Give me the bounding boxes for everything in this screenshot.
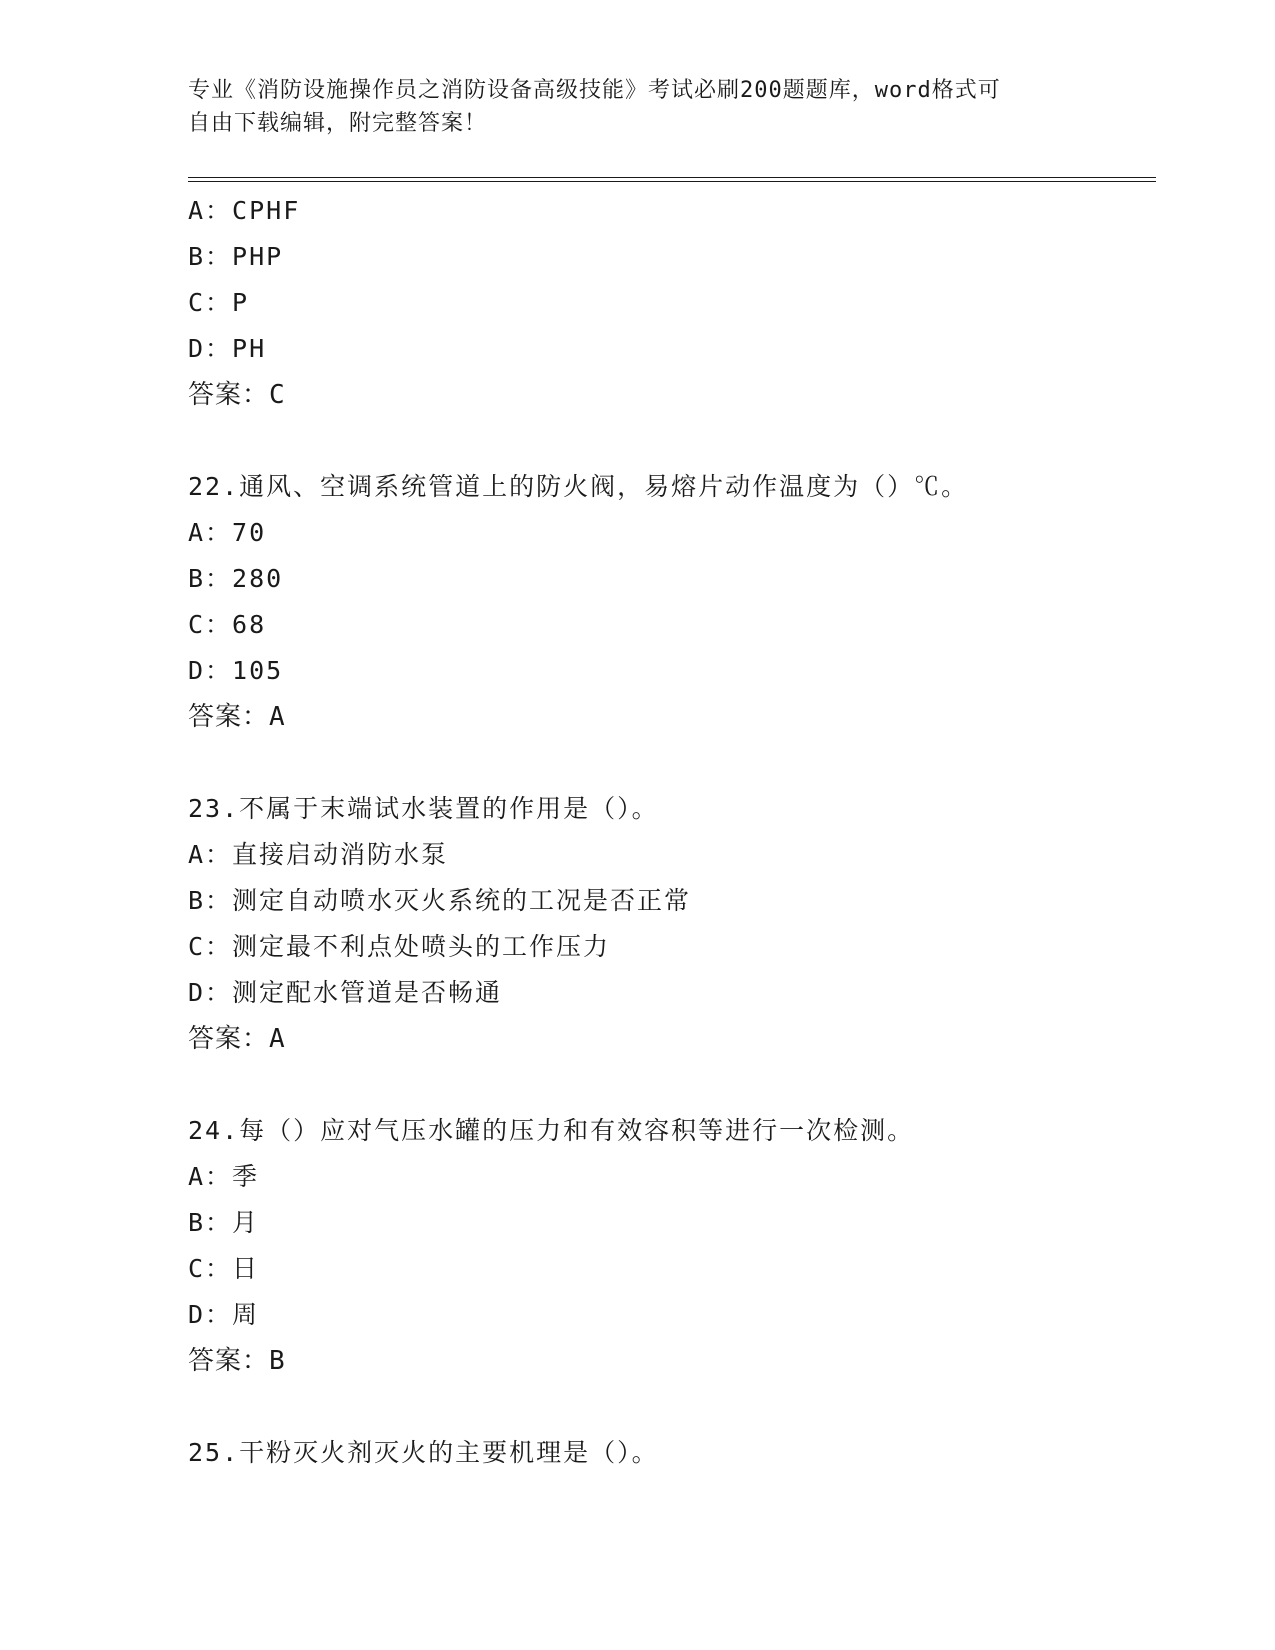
answer-label: 答案：: [188, 702, 270, 732]
option-d: D：105: [188, 656, 284, 685]
question-25: [188, 1430, 1156, 1476]
spacer: [188, 1062, 1156, 1108]
answer-line: [188, 1016, 1156, 1062]
answer-line: [188, 694, 1156, 740]
header-line-1: 专业《消防设施操作员之消防设备高级技能》考试必刷200题题库，word格式可: [188, 78, 1001, 103]
question-21: [188, 188, 1156, 418]
answer-value: A: [269, 702, 286, 732]
answer-label: 答案：: [188, 1024, 270, 1054]
header-line-2: 自由下载编辑，附完整答案！: [188, 111, 488, 136]
option-d: D：PH: [188, 334, 267, 363]
option-c: C：P: [188, 288, 250, 317]
question-24: [188, 1108, 1156, 1384]
spacer: [188, 418, 1156, 464]
answer-line: [188, 1338, 1156, 1384]
option-d: D：测定配水管道是否畅通: [188, 978, 503, 1007]
option-b: B：280: [188, 564, 284, 593]
option-c: C：日: [188, 1254, 260, 1283]
option-c: C：68: [188, 610, 267, 639]
question-22: [188, 464, 1156, 740]
spacer: [188, 1384, 1156, 1430]
answer-value: B: [269, 1346, 286, 1376]
question-stem: 22.通风、空调系统管道上的防火阀，易熔片动作温度为（）℃。: [188, 472, 969, 501]
option-a: A：CPHF: [188, 196, 301, 225]
option-a: A：直接启动消防水泵: [188, 840, 449, 869]
option-c: C：测定最不利点处喷头的工作压力: [188, 932, 611, 961]
answer-label: 答案：: [188, 1346, 270, 1376]
option-b: B：PHP: [188, 242, 284, 271]
option-a: A：70: [188, 518, 267, 547]
answer-line: [188, 372, 1156, 418]
answer-label: 答案：: [188, 380, 270, 410]
question-stem: 23.不属于末端试水装置的作用是（）。: [188, 794, 659, 823]
question-stem: 25.干粉灭火剂灭火的主要机理是（）。: [188, 1438, 659, 1467]
option-b: B：月: [188, 1208, 260, 1237]
question-23: [188, 786, 1156, 1062]
question-stem: 24.每（）应对气压水罐的压力和有效容积等进行一次检测。: [188, 1116, 915, 1145]
answer-value: C: [269, 380, 286, 410]
option-d: D：周: [188, 1300, 260, 1329]
question-list: [188, 188, 1156, 1476]
header-divider-bottom: [188, 181, 1156, 182]
option-b: B：测定自动喷水灭火系统的工况是否正常: [188, 886, 692, 915]
header-divider-top: [188, 177, 1156, 178]
document-header: [188, 74, 1088, 140]
spacer: [188, 740, 1156, 786]
answer-value: A: [269, 1024, 286, 1054]
option-a: A：季: [188, 1162, 260, 1191]
